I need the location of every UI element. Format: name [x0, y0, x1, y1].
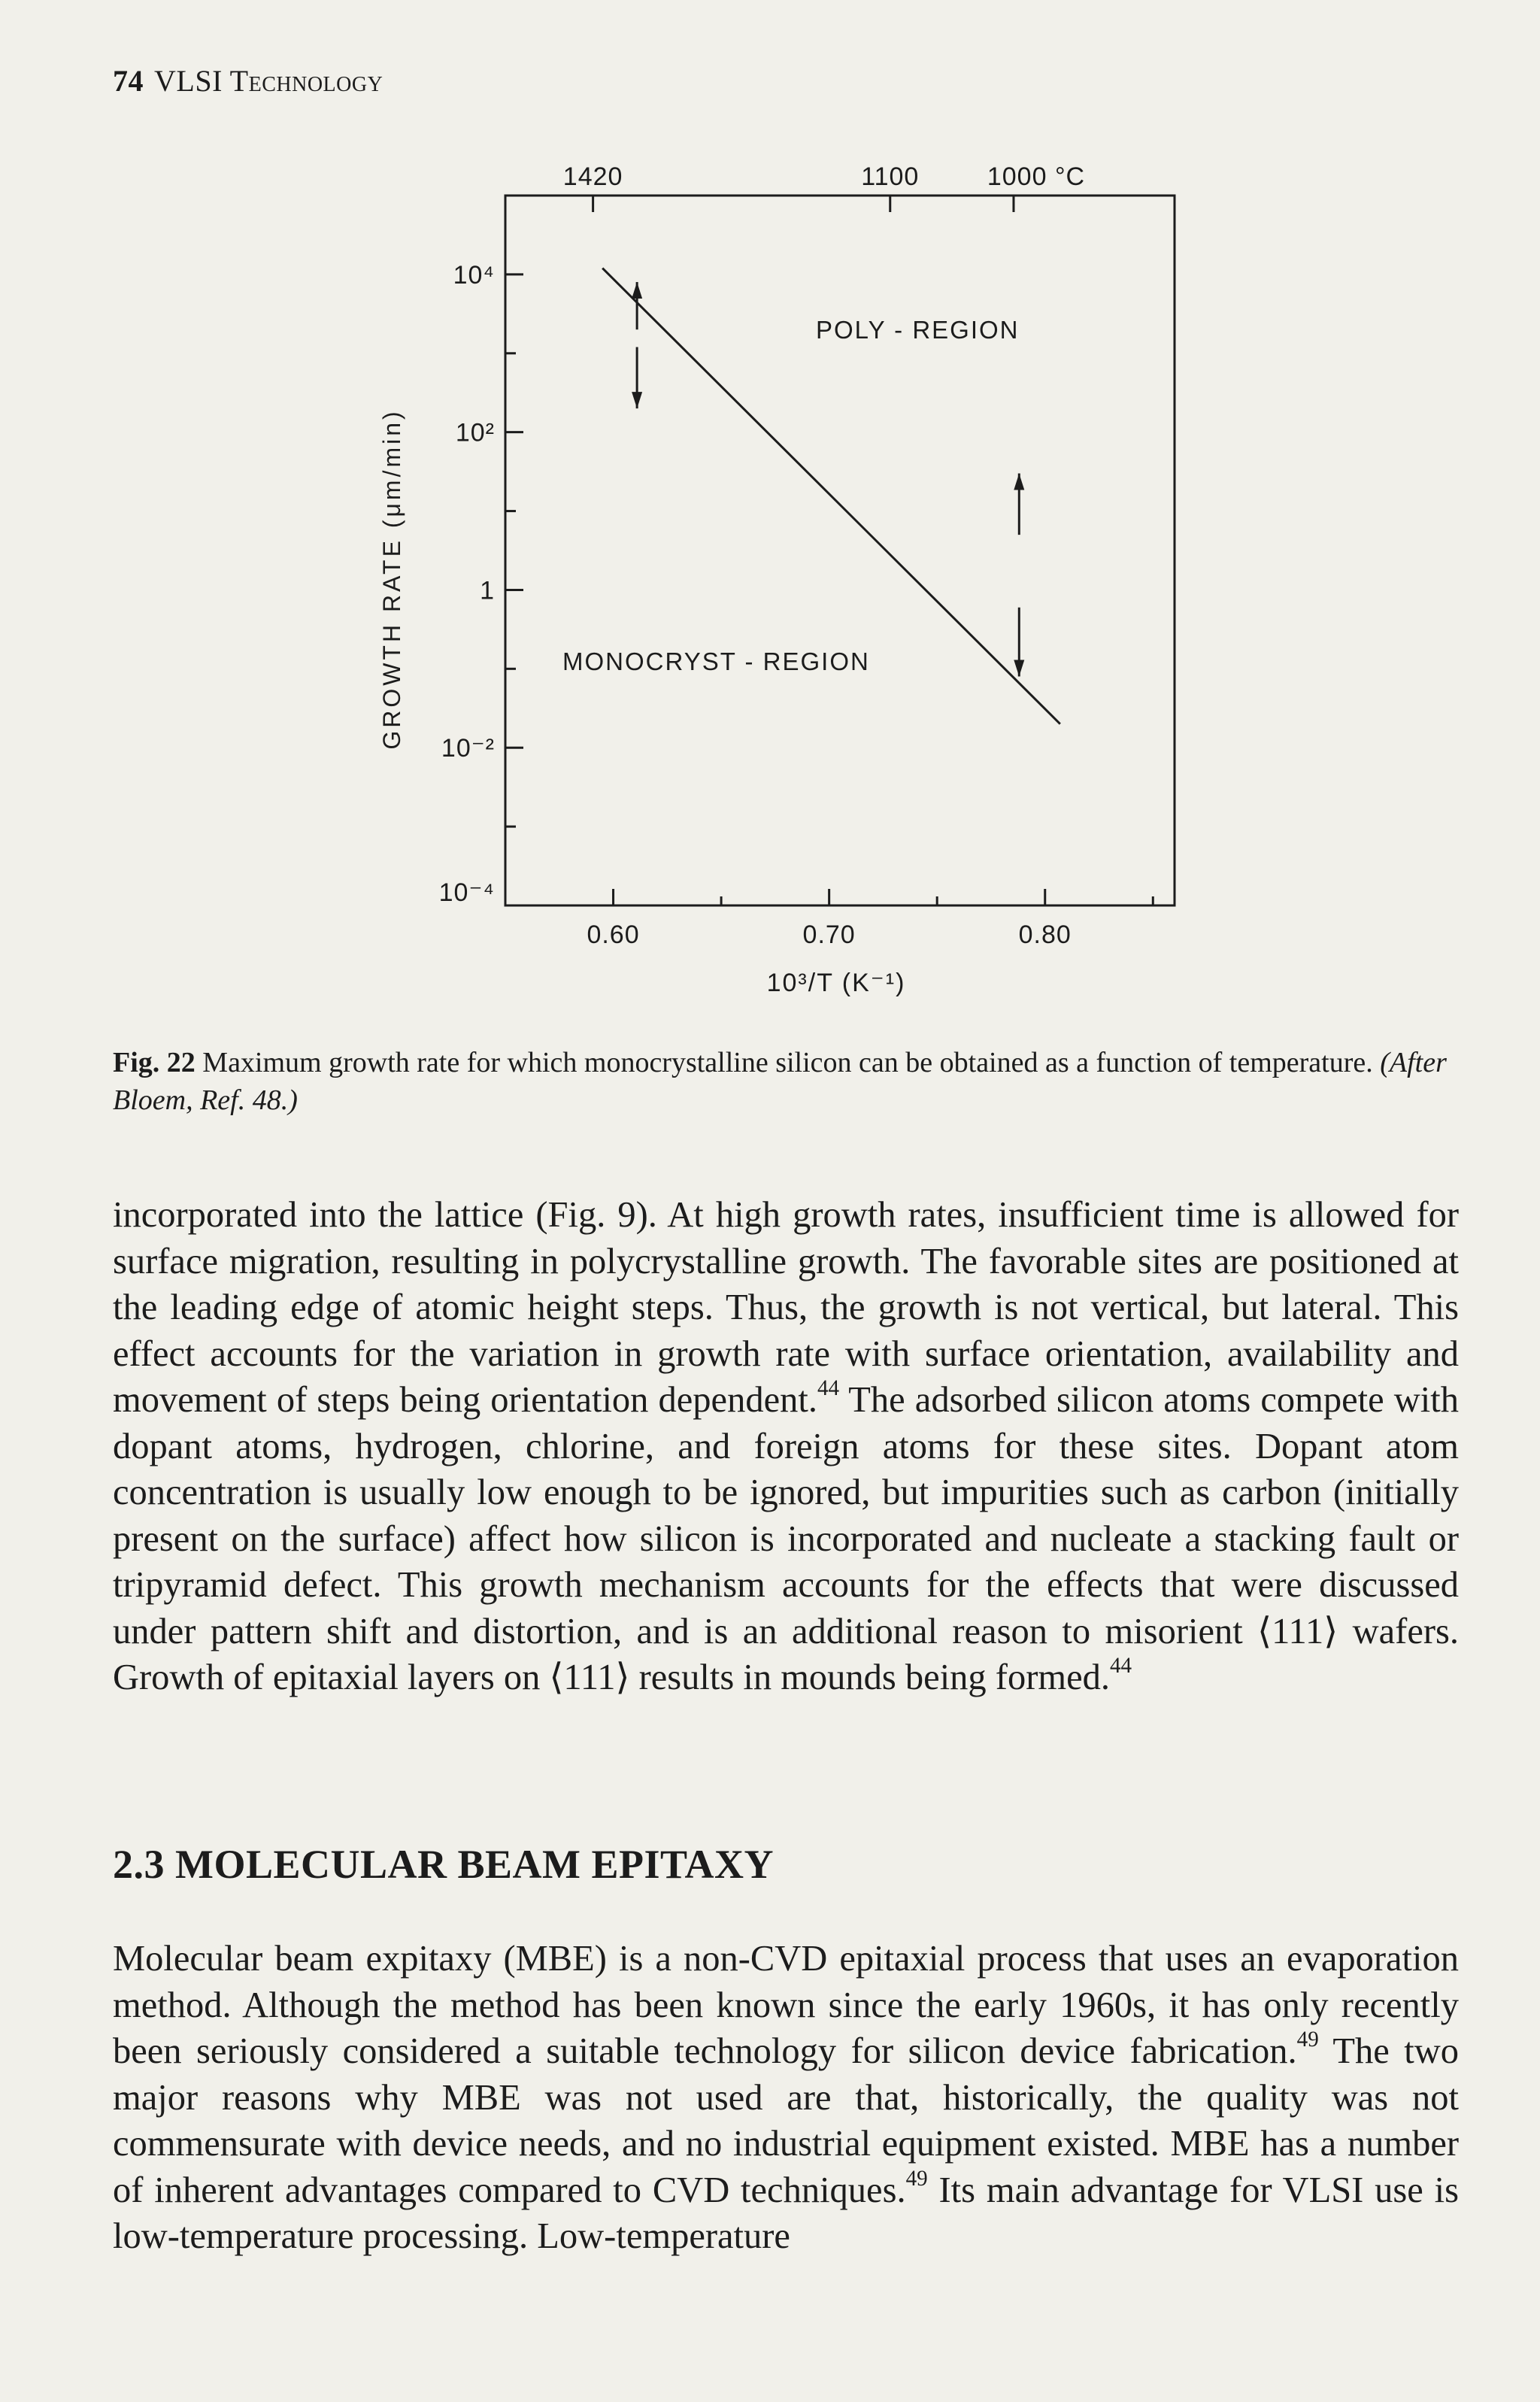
y-tick-label: 10⁴	[453, 260, 495, 290]
top-tick-label: 1100	[861, 162, 920, 191]
para2-text-end: Its main advantage for VLSI use is low-temperature processing. Low-temperature	[113, 2170, 1459, 2256]
caption-text: Maximum growth rate for which monocrystalline silicon can be obtained as a function of temperature.	[202, 1047, 1373, 1078]
y-axis-label: GROWTH RATE (μm/min)	[378, 408, 405, 750]
x-tick-label: 0.80	[1018, 920, 1072, 949]
para1-text: incorporated into the lattice (Fig. 9). At high growth rates, insufficient time is allowed for surface migration, resulting in polycrystalline growth. The favorable sites are positioned at the leading edge of atomic height steps. Thus, the growth is not vertical, but lateral. This effect accounts for the variation in growth rate with surface orientation, availability and movement of steps being orientation dependent.	[113, 1195, 1459, 1420]
y-tick-label: 10²	[455, 418, 495, 447]
x-axis-label: 10³/T (K⁻¹)	[766, 969, 906, 997]
arrow-up-upper-head	[632, 282, 642, 299]
top-tick-label: 1420	[562, 162, 623, 191]
arrow-up-lower-head	[1014, 474, 1024, 490]
body-paragraph-1	[113, 1192, 1459, 1701]
y-tick-label: 1	[480, 576, 495, 605]
para2-text-cont: The two major reasons why MBE was not used are that, historically, the quality was not commensurate with device needs, and no industrial equipment existed. MBE has a number of inherent advantages compared to CVD techniques.	[113, 2031, 1459, 2210]
x-tick-label: 0.60	[587, 920, 640, 949]
annotation-poly-region: POLY - REGION	[816, 316, 1020, 344]
reference-marker: 44	[1109, 1654, 1132, 1679]
para1-text-cont: The adsorbed silicon atoms compete with dopant atoms, hydrogen, chlorine, and foreign atoms for these sites. Dopant atom concentration is usually low enough to be ignored, but impurities such as carbon (initially present on the surface) affect how silicon is incorporated and nucleate a stacking fault or tripyramid defect. This growth mechanism accounts for the effects that were discussed under pattern shift and distortion, and is an additional reason to misorient ⟨111⟩ wafers. Growth of epitaxial layers on ⟨111⟩ results in mounds being formed.	[113, 1380, 1459, 1697]
top-tick-label: 1000 °C	[987, 162, 1086, 191]
arrow-down-lower-head	[1014, 660, 1024, 676]
page-number: 74	[113, 64, 144, 98]
section-heading: 2.3 MOLECULAR BEAM EPITAXY	[113, 1842, 775, 1887]
para2-text: Molecular beam expitaxy (MBE) is a non-CVD epitaxial process that uses an evaporation method. Although the method has been known since the early 1960s, it has only recently been seriously considered a suitable technology for silicon device fabrication.	[113, 1939, 1459, 2071]
figure-caption	[113, 1044, 1459, 1119]
arrow-down-upper-head	[632, 392, 642, 408]
y-tick-label: 10⁻²	[441, 734, 495, 763]
x-tick-label: 0.70	[802, 920, 856, 949]
y-tick-label: 10⁻⁴	[438, 878, 495, 907]
reference-marker: 49	[1296, 2027, 1319, 2052]
reference-marker: 49	[905, 2166, 928, 2191]
running-title: VLSI Technology	[154, 64, 383, 98]
caption-source: (After Bloem, Ref. 48.)	[113, 1047, 1447, 1116]
reference-marker: 44	[817, 1376, 840, 1401]
body-paragraph-2	[113, 1936, 1459, 2260]
plot-border	[505, 196, 1175, 905]
growth-rate-chart	[0, 0, 1540, 1030]
plot-frame	[439, 162, 1175, 949]
annotation-monocryst-region: MONOCRYST - REGION	[562, 648, 870, 675]
caption-label: Fig. 22	[113, 1047, 196, 1078]
